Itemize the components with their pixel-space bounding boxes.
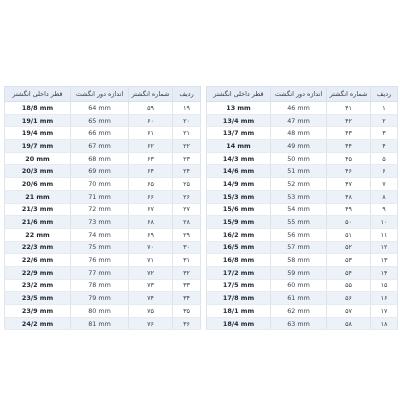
cell-row-number: ۲۶ <box>173 190 201 203</box>
cell-row-number: ۲۵ <box>173 178 201 191</box>
table-row <box>5 266 201 279</box>
cell-circumference: 64 mm <box>71 102 129 115</box>
table-row <box>207 178 398 191</box>
cell-circumference: 75 mm <box>71 241 129 254</box>
cell-inner-diameter: 21/3 mm <box>5 203 71 216</box>
table-row <box>207 114 398 127</box>
cell-inner-diameter: 14/9 mm <box>207 178 271 191</box>
cell-ring-number: ۷۶ <box>129 317 173 330</box>
cell-circumference: 49 mm <box>271 140 327 153</box>
cell-circumference: 59 mm <box>271 266 327 279</box>
table-row <box>207 292 398 305</box>
cell-ring-number: ۶۵ <box>129 178 173 191</box>
cell-row-number: ۸ <box>371 190 398 203</box>
table-row <box>207 165 398 178</box>
cell-circumference: 81 mm <box>71 317 129 330</box>
cell-ring-number: ۷۱ <box>129 254 173 267</box>
cell-row-number: ۶ <box>371 165 398 178</box>
cell-ring-number: ۵۵ <box>327 279 371 292</box>
cell-circumference: 68 mm <box>71 152 129 165</box>
ring-size-table-right <box>206 86 398 330</box>
table-row <box>5 152 201 165</box>
cell-row-number: ۱ <box>371 102 398 115</box>
table-row <box>5 254 201 267</box>
cell-circumference: 80 mm <box>71 305 129 318</box>
cell-row-number: ۳۲ <box>173 266 201 279</box>
cell-ring-number: ۵۴ <box>327 266 371 279</box>
cell-inner-diameter: 19/4 mm <box>5 127 71 140</box>
cell-ring-number: ۴۵ <box>327 152 371 165</box>
cell-row-number: ۲۴ <box>173 165 201 178</box>
cell-ring-number: ۶۴ <box>129 165 173 178</box>
table-row <box>207 190 398 203</box>
cell-circumference: 76 mm <box>71 254 129 267</box>
cell-ring-number: ۷۲ <box>129 266 173 279</box>
cell-row-number: ۱۲ <box>371 241 398 254</box>
cell-inner-diameter: 18/4 mm <box>207 317 271 330</box>
table-row <box>5 140 201 153</box>
table-row <box>5 305 201 318</box>
cell-circumference: 47 mm <box>271 114 327 127</box>
table-row <box>207 254 398 267</box>
cell-inner-diameter: 23/9 mm <box>5 305 71 318</box>
cell-ring-number: ۴۹ <box>327 203 371 216</box>
cell-inner-diameter: 17/2 mm <box>207 266 271 279</box>
cell-circumference: 67 mm <box>71 140 129 153</box>
cell-inner-diameter: 20/3 mm <box>5 165 71 178</box>
table-row <box>5 203 201 216</box>
table-row <box>207 317 398 330</box>
cell-ring-number: ۶۳ <box>129 152 173 165</box>
cell-ring-number: ۴۲ <box>327 114 371 127</box>
cell-row-number: ۳۴ <box>173 292 201 305</box>
cell-row-number: ۳۶ <box>173 317 201 330</box>
table-row <box>5 165 201 178</box>
table-row <box>5 102 201 115</box>
table-row <box>207 228 398 241</box>
header-ring-number: شماره انگشتر <box>327 87 371 102</box>
cell-ring-number: ۵۷ <box>327 305 371 318</box>
cell-inner-diameter: 19/7 mm <box>5 140 71 153</box>
cell-circumference: 60 mm <box>271 279 327 292</box>
cell-row-number: ۳۵ <box>173 305 201 318</box>
cell-row-number: ۱۸ <box>371 317 398 330</box>
cell-circumference: 79 mm <box>71 292 129 305</box>
table-header <box>207 87 398 102</box>
cell-ring-number: ۷۵ <box>129 305 173 318</box>
cell-row-number: ۲۲ <box>173 140 201 153</box>
cell-ring-number: ۵۰ <box>327 216 371 229</box>
cell-inner-diameter: 14/3 mm <box>207 152 271 165</box>
cell-inner-diameter: 16/2 mm <box>207 228 271 241</box>
cell-circumference: 48 mm <box>271 127 327 140</box>
cell-inner-diameter: 16/5 mm <box>207 241 271 254</box>
cell-ring-number: ۷۳ <box>129 279 173 292</box>
cell-inner-diameter: 23/2 mm <box>5 279 71 292</box>
cell-inner-diameter: 20/6 mm <box>5 178 71 191</box>
cell-row-number: ۳۰ <box>173 241 201 254</box>
ring-size-table-left <box>4 86 201 330</box>
cell-circumference: 63 mm <box>271 317 327 330</box>
table-row <box>5 228 201 241</box>
cell-ring-number: ۵۱ <box>327 228 371 241</box>
cell-ring-number: ۴۷ <box>327 178 371 191</box>
cell-inner-diameter: 20 mm <box>5 152 71 165</box>
cell-inner-diameter: 15/6 mm <box>207 203 271 216</box>
cell-circumference: 66 mm <box>71 127 129 140</box>
ring-size-charts <box>4 86 396 328</box>
cell-circumference: 78 mm <box>71 279 129 292</box>
cell-row-number: ۲۸ <box>173 216 201 229</box>
cell-row-number: ۱۰ <box>371 216 398 229</box>
cell-circumference: 53 mm <box>271 190 327 203</box>
cell-ring-number: ۵۹ <box>129 102 173 115</box>
cell-ring-number: ۴۸ <box>327 190 371 203</box>
cell-circumference: 56 mm <box>271 228 327 241</box>
cell-inner-diameter: 23/5 mm <box>5 292 71 305</box>
cell-inner-diameter: 22 mm <box>5 228 71 241</box>
cell-inner-diameter: 22/9 mm <box>5 266 71 279</box>
cell-circumference: 52 mm <box>271 178 327 191</box>
cell-circumference: 72 mm <box>71 203 129 216</box>
table-row <box>207 152 398 165</box>
cell-row-number: ۵ <box>371 152 398 165</box>
cell-inner-diameter: 18/8 mm <box>5 102 71 115</box>
cell-row-number: ۲۹ <box>173 228 201 241</box>
cell-row-number: ۹ <box>371 203 398 216</box>
cell-ring-number: ۶۱ <box>129 127 173 140</box>
cell-inner-diameter: 21 mm <box>5 190 71 203</box>
table-row <box>207 241 398 254</box>
table-row <box>207 203 398 216</box>
cell-circumference: 58 mm <box>271 254 327 267</box>
cell-inner-diameter: 15/9 mm <box>207 216 271 229</box>
cell-ring-number: ۶۸ <box>129 216 173 229</box>
cell-row-number: ۱۳ <box>371 254 398 267</box>
cell-inner-diameter: 18/1 mm <box>207 305 271 318</box>
cell-inner-diameter: 21/6 mm <box>5 216 71 229</box>
cell-circumference: 70 mm <box>71 178 129 191</box>
cell-row-number: ۳۳ <box>173 279 201 292</box>
cell-inner-diameter: 22/3 mm <box>5 241 71 254</box>
cell-ring-number: ۴۳ <box>327 127 371 140</box>
table-row <box>207 279 398 292</box>
table-row <box>5 241 201 254</box>
table-row <box>5 292 201 305</box>
table-row <box>5 178 201 191</box>
cell-row-number: ۳ <box>371 127 398 140</box>
cell-ring-number: ۶۹ <box>129 228 173 241</box>
table-row <box>207 140 398 153</box>
header-inner-diameter: قطر داخلی انگشتر <box>207 87 271 102</box>
cell-inner-diameter: 16/8 mm <box>207 254 271 267</box>
cell-ring-number: ۷۰ <box>129 241 173 254</box>
cell-ring-number: ۶۷ <box>129 203 173 216</box>
cell-inner-diameter: 13 mm <box>207 102 271 115</box>
table-row <box>5 114 201 127</box>
header-inner-diameter: قطر داخلی انگشتر <box>5 87 71 102</box>
cell-ring-number: ۵۸ <box>327 317 371 330</box>
cell-row-number: ۲۳ <box>173 152 201 165</box>
cell-circumference: 46 mm <box>271 102 327 115</box>
table-body <box>5 102 201 330</box>
cell-ring-number: ۵۲ <box>327 241 371 254</box>
cell-row-number: ۳۱ <box>173 254 201 267</box>
cell-row-number: ۱۷ <box>371 305 398 318</box>
cell-inner-diameter: 13/7 mm <box>207 127 271 140</box>
cell-ring-number: ۷۴ <box>129 292 173 305</box>
cell-row-number: ۲۰ <box>173 114 201 127</box>
cell-row-number: ۲۱ <box>173 127 201 140</box>
cell-circumference: 50 mm <box>271 152 327 165</box>
cell-circumference: 54 mm <box>271 203 327 216</box>
cell-circumference: 77 mm <box>71 266 129 279</box>
table-row <box>5 190 201 203</box>
cell-circumference: 74 mm <box>71 228 129 241</box>
cell-ring-number: ۴۴ <box>327 140 371 153</box>
cell-row-number: ۲ <box>371 114 398 127</box>
table-header <box>5 87 201 102</box>
cell-circumference: 71 mm <box>71 190 129 203</box>
cell-circumference: 61 mm <box>271 292 327 305</box>
cell-circumference: 65 mm <box>71 114 129 127</box>
cell-row-number: ۷ <box>371 178 398 191</box>
cell-circumference: 69 mm <box>71 165 129 178</box>
cell-ring-number: ۶۶ <box>129 190 173 203</box>
table-body <box>207 102 398 330</box>
table-row <box>207 266 398 279</box>
cell-circumference: 55 mm <box>271 216 327 229</box>
cell-ring-number: ۶۰ <box>129 114 173 127</box>
cell-row-number: ۱۱ <box>371 228 398 241</box>
cell-row-number: ۱۶ <box>371 292 398 305</box>
cell-circumference: 57 mm <box>271 241 327 254</box>
cell-row-number: ۴ <box>371 140 398 153</box>
cell-inner-diameter: 14/6 mm <box>207 165 271 178</box>
cell-inner-diameter: 24/2 mm <box>5 317 71 330</box>
cell-inner-diameter: 13/4 mm <box>207 114 271 127</box>
cell-inner-diameter: 19/1 mm <box>5 114 71 127</box>
table-row <box>207 102 398 115</box>
cell-row-number: ۱۴ <box>371 266 398 279</box>
cell-inner-diameter: 15/3 mm <box>207 190 271 203</box>
table-row <box>207 216 398 229</box>
cell-inner-diameter: 17/5 mm <box>207 279 271 292</box>
cell-ring-number: ۴۱ <box>327 102 371 115</box>
cell-circumference: 51 mm <box>271 165 327 178</box>
table-row <box>5 317 201 330</box>
cell-row-number: ۱۵ <box>371 279 398 292</box>
header-circumference: اندازه دور انگشت <box>271 87 327 102</box>
cell-ring-number: ۴۶ <box>327 165 371 178</box>
cell-ring-number: ۵۳ <box>327 254 371 267</box>
table-row <box>5 127 201 140</box>
cell-row-number: ۲۷ <box>173 203 201 216</box>
cell-inner-diameter: 22/6 mm <box>5 254 71 267</box>
cell-ring-number: ۵۶ <box>327 292 371 305</box>
header-row-number: ردیف <box>371 87 398 102</box>
table-row <box>5 216 201 229</box>
cell-circumference: 62 mm <box>271 305 327 318</box>
header-circumference: اندازه دور انگشت <box>71 87 129 102</box>
header-ring-number: شماره انگشتر <box>129 87 173 102</box>
cell-inner-diameter: 17/8 mm <box>207 292 271 305</box>
cell-inner-diameter: 14 mm <box>207 140 271 153</box>
cell-row-number: ۱۹ <box>173 102 201 115</box>
table-row <box>207 305 398 318</box>
table-row <box>207 127 398 140</box>
cell-circumference: 73 mm <box>71 216 129 229</box>
table-row <box>5 279 201 292</box>
cell-ring-number: ۶۲ <box>129 140 173 153</box>
header-row-number: ردیف <box>173 87 201 102</box>
